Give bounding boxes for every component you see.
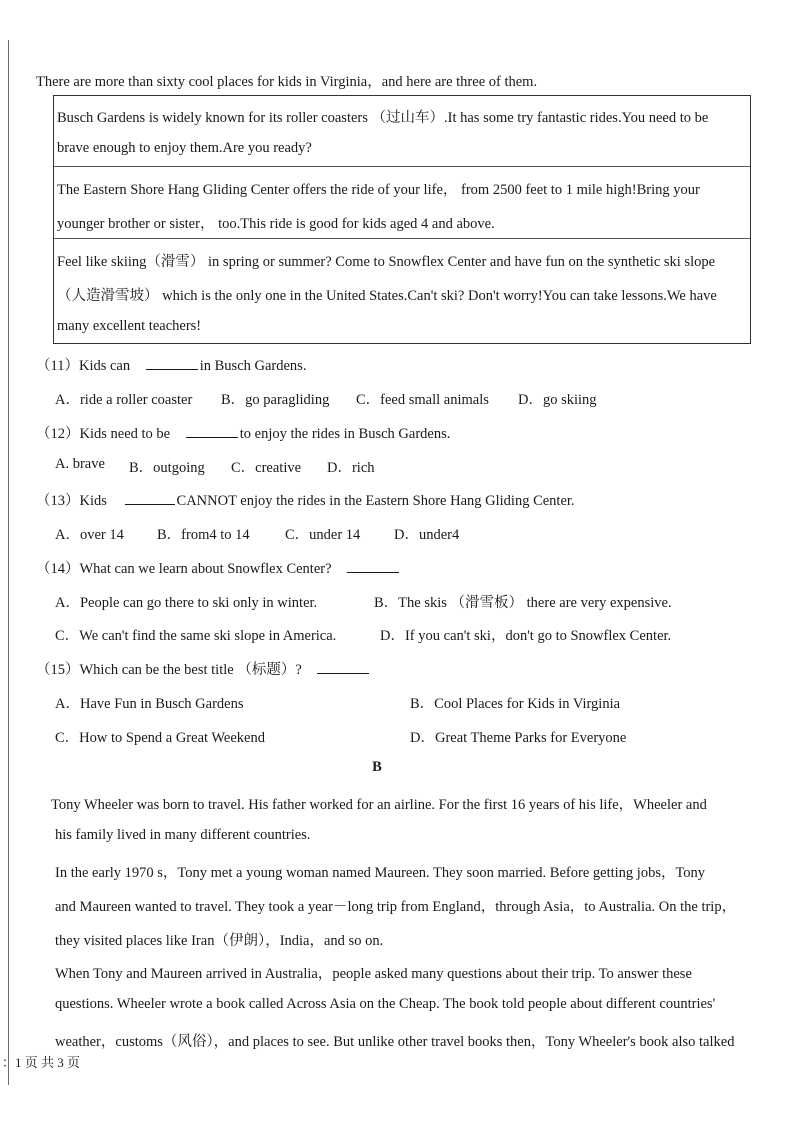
question-stem: Kids [79,493,107,509]
passage-b-line: they visited places like Iran（伊朗），India，and so on. [55,933,384,949]
answer-blank[interactable] [146,357,198,370]
option-c[interactable]: C．under 14 [285,527,361,543]
option-c[interactable]: C．feed small animals [356,392,489,408]
option-a[interactable]: A．ride a roller coaster [55,392,193,408]
option-c[interactable]: C．creative [231,460,302,476]
snowflex-line-3: many excellent teachers! [57,318,202,334]
places-info-box [53,95,751,344]
page-left-edge-line [8,40,9,1085]
busch-gardens-line-1: Busch Gardens is widely known for its roller coasters （过山车）.It has some try fantastic rides.You need to be [57,110,709,126]
answer-blank[interactable] [347,560,399,573]
intro-text: There are more than sixty cool places for kids in Virginia，and here are three of them. [36,74,538,90]
passage-b-line: Tony Wheeler was born to travel. His father worked for an airline. For the first 16 years of his life，Wheeler and [51,797,707,813]
option-b[interactable]: B．from4 to 14 [157,527,250,543]
option-a[interactable]: A．Have Fun in Busch Gardens [55,696,244,712]
passage-b-line: When Tony and Maureen arrived in Australia，people asked many questions about their trip. To answer these [55,966,692,982]
option-d[interactable]: D．rich [327,460,375,476]
option-c[interactable]: C．How to Spend a Great Weekend [55,730,265,746]
question-number: （14） [36,561,80,577]
question-stem: Which can be the best title （标题）? [79,662,302,678]
passage-b-line: his family lived in many different countries. [55,827,311,843]
snowflex-line-1: Feel like skiing（滑雪） in spring or summer? Come to Snowflex Center and have fun on the synthetic ski slope [57,254,716,270]
question-stem-end: to enjoy the rides in Busch Gardens. [239,426,451,442]
option-b[interactable]: B．go paragliding [221,392,330,408]
box-divider [54,166,750,167]
eastern-shore-line-2: younger brother or sister， too.This ride is good for kids aged 4 and above. [57,216,495,232]
option-a[interactable]: A．over 14 [55,527,124,543]
option-a[interactable]: A. brave [55,456,105,472]
passage-b-line: weather，customs（风俗），and places to see. But unlike other travel books then，Tony Wheeler's book also talked [55,1034,735,1050]
question-stem: What can we learn about Snowflex Center? [79,561,332,577]
passage-b-line: In the early 1970 s，Tony met a young woman named Maureen. They soon married. Before getting jobs，Tony [55,865,706,881]
option-d[interactable]: D．If you can't ski，don't go to Snowflex Center. [380,628,672,644]
question-number: （15） [36,662,80,678]
option-a[interactable]: A．People can go there to ski only in winter. [55,595,318,611]
answer-blank[interactable] [186,425,238,438]
option-b[interactable]: B．Cool Places for Kids in Virginia [410,696,621,712]
busch-gardens-line-2: brave enough to enjoy them.Are you ready? [57,140,312,156]
question-stem-end: in Busch Gardens. [199,358,307,374]
option-b[interactable]: B．The skis （滑雪板） there are very expensive. [374,595,672,611]
option-c[interactable]: C．We can't find the same ski slope in America. [55,628,337,644]
question-stem-end: CANNOT enjoy the rides in the Eastern Shore Hang Gliding Center. [176,493,575,509]
question-number: （12） [36,426,80,442]
question-15 [36,658,369,679]
question-number: （13） [36,493,80,509]
question-number: （11） [36,358,79,374]
question-13 [36,489,575,510]
option-b[interactable]: B．outgoing [129,460,205,476]
box-divider [54,238,750,239]
answer-blank[interactable] [317,661,369,674]
question-stem: Kids can [78,358,131,374]
question-14 [36,557,399,578]
answer-blank[interactable] [125,492,175,505]
option-d[interactable]: D．Great Theme Parks for Everyone [410,730,627,746]
passage-b-line: and Maureen wanted to travel. They took a year－long trip from England，through Asia，to Australia. On the trip， [55,899,737,915]
passage-b-line: questions. Wheeler wrote a book called Across Asia on the Cheap. The book told people about different countries' [55,996,716,1012]
option-d[interactable]: D．under4 [394,527,460,543]
question-stem: Kids need to be [79,426,171,442]
snowflex-line-2: （人造滑雪坡） which is the only one in the United States.Can't ski? Don't worry!You can take lessons.We have [57,288,717,304]
question-11 [36,354,306,375]
page-footer: ：1 页 共 3 页 [2,1055,81,1070]
eastern-shore-line-1: The Eastern Shore Hang Gliding Center offers the ride of your life， from 2500 feet to 1 mile high!Bring your [57,182,700,198]
question-12 [36,422,450,443]
section-b-heading: B [372,759,382,775]
option-d[interactable]: D．go skiing [518,392,597,408]
